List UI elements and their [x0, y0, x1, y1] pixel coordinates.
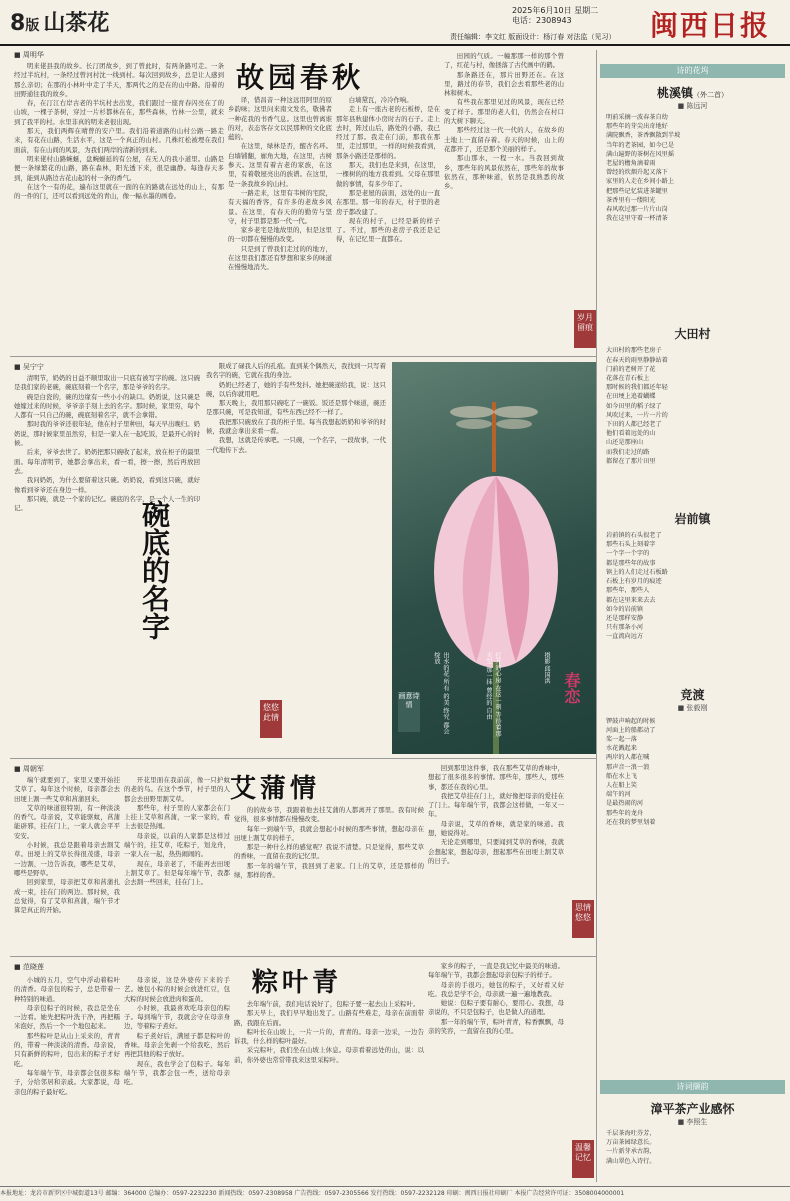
article2-p5: 我问奶奶，为什么要留着这只碗。奶奶说，看到这只碗，就好像看到爷爷还在身边一样。	[14, 476, 200, 494]
article4-title: 粽叶青	[252, 968, 343, 998]
poem-line: 都在这里来来去去	[606, 596, 656, 604]
article4-col1	[14, 976, 120, 1182]
article3-p2: 艾草的味道很特别，有一种淡淡的香气。母亲说，艾草能驱蚊，菖蒲能辟邪，挂在门上，一家人就会平平安安。	[14, 803, 120, 840]
article4-p1: 小城的五月，空气中浮动着粽叶的清香。母亲包的粽子，总是带着一种特别的味道。	[14, 976, 120, 1003]
article2-title: 碗底的名字	[138, 500, 171, 640]
article4-col2-p1: 母亲说，这是外婆传下来的手艺。她包小粽的时候会放进红豆，包大粽的时候会放进肉和蛋黄。	[124, 976, 230, 1003]
poem-line: 还在我的梦里划着	[606, 818, 656, 826]
bottom-poem-body	[600, 1127, 785, 1168]
article1-col3-p2: 走上有一座古老的石板桥，是在那年县秋建体小房时古的石子。走上去时，阵过山后，路处的小路，我已经过了那。我走在门前，那我在那里，走过那里，一样的时候我看到，那条小路还是那样的。	[336, 105, 440, 160]
article1-stamp: 岁月留痕	[574, 310, 596, 348]
poem-line: 还是那样安静	[606, 614, 644, 622]
sidebar-band: 诗的花坞	[600, 64, 785, 78]
poem-line: 如今的岩前镇	[606, 605, 644, 613]
article4-col2-p4: 现在，我也学会了包粽子。每年端午节，我都会包一些，送给母亲吃。	[124, 1059, 230, 1087]
article1-col2-p1: 译，惜昌音一种这远用阿里的原乡韵味；这里问来南文发名，敬佛者一种花我的书香气息。这里也曾离谁的对，表态客存文以民那种的文化底蕴的。	[228, 96, 332, 142]
article3-col3	[234, 806, 424, 952]
article3-col2-p1: 开花里面在我前前，像一只护蚊的老的鸟。在这个季节，村子里的人都会去田野里割艾草。	[124, 776, 230, 803]
poem-line: 千层茶海吐芬芳，	[606, 1130, 656, 1137]
article4-col3-p1: 去年端午前，我们电话说好了，包粽子要一起去山上采粽叶。	[246, 1000, 420, 1008]
article3-col2-p3: 母亲说，以前的人家都是这样过端午的，挂艾草，吃粽子，划龙舟，一家人在一起，热热闹闹的。	[124, 831, 230, 859]
poem-line: 一片新芽承古韵，	[606, 1148, 656, 1156]
poem-line: 端午的河	[606, 791, 631, 799]
photo-credit: 摄影 邱国洪	[543, 652, 550, 684]
date-line: 2025年6月10日 星期二	[512, 6, 599, 15]
divider-3	[10, 956, 596, 957]
page-number-value: 8	[10, 11, 26, 36]
article1-title: 故园春秋	[236, 61, 365, 94]
article4-col4-p1: 家乡的粽子，一直是我记忆中最美的味道。每年端午节，我都会想起母亲包粽子的样子。	[428, 962, 564, 980]
article3-col3-p3: 那是一种什么样的感觉呢？我说不清楚。只是觉得，那些艾草的香味，一直留在我的记忆里。	[234, 843, 424, 861]
article1-col2-p5: 只是到了曾我们走过的的地方，在这里我们都还有梦想和家乡的味道在慢慢地消失。	[228, 244, 332, 272]
poem-3-body	[600, 527, 785, 645]
article4-col4	[428, 962, 564, 1182]
photo-poem2-line: 终究	[442, 707, 449, 720]
poem-line: 岩前镇的石头很老了	[606, 532, 662, 540]
article1-col3-p5: 现在的村子，已经是新的样子了。不过，那些的老房子我还是记得，在记忆里一直都在。	[336, 216, 440, 244]
editors-line: 责任编辑：李文红 版面设计：杨汀春 对法监（见习）	[450, 33, 616, 41]
poem-line: 满山遍野的茶树在风里摇	[606, 150, 675, 158]
poem-line: 花落在青石板上	[606, 375, 650, 383]
article3-col4-p2: 我把艾草挂在门上，就好像把母亲的爱挂在了门上。每年端午节，我都会这样做，一年又一年。	[428, 791, 564, 819]
article4-col3-p3: 粽叶长在山坡上，一片一片的，青青的。母亲一边采，一边告诉我，什么样的粽叶最好。	[234, 1027, 424, 1046]
article1-p3: 那天，我们两辉在晴曾的安户里。我们沿着道路的山村公路一路走来，有花在山路，生活水平，这是一个真正的山村。几株红松被埋在我们面前，有在山间的风景，为我们两岸的清新的到来。	[14, 127, 224, 154]
poem-line: 风吹过来，一片一片的	[606, 411, 668, 419]
poem-line: 明前采摘一波春茶自幼	[606, 114, 668, 121]
article3-p3: 小时候，我总是跟着母亲去割艾草。田埂上的艾草长得很茂盛，母亲一边割，一边告诉我，哪些是艾草，哪些是野草。	[14, 841, 120, 877]
poem-1-body	[600, 111, 785, 225]
lotus-photo	[392, 362, 596, 754]
poem-line: 春风吹过那一片片山岗	[606, 206, 668, 214]
poem-line: 在春天的雨里静静站着	[606, 356, 668, 364]
article1-author: ■ 周明华	[14, 51, 44, 59]
article4-col2-p2: 小时候，我最喜欢吃母亲包的粽子。每到端午节，我就会守在母亲身边，等着粽子煮好。	[124, 1003, 230, 1031]
divider-1	[10, 356, 596, 357]
article3-col4	[428, 764, 564, 952]
poem-line: 而我们走过的路	[606, 448, 650, 456]
poem-4-title: 竞渡	[680, 687, 705, 702]
sidebar-divider	[596, 50, 597, 1182]
photo-poem2-line: 都会	[442, 721, 449, 735]
photo-poem-line: 天空	[485, 652, 492, 665]
poem-1	[600, 84, 785, 225]
poem-4-author: ■ 张毅刚	[677, 703, 708, 712]
divider-2	[10, 758, 596, 759]
article3-col2-p4: 现在，母亲老了，不能再去田埂上割艾草了。但是每年端午节，我都会去割一些回来，挂在门上。	[124, 859, 230, 887]
poem-line: 在田埂上追着蝴蝶	[606, 393, 656, 401]
date-block	[512, 6, 598, 26]
lotus-bud	[434, 476, 558, 668]
photo-poem2-line: 的美	[442, 693, 449, 706]
poem-line: 那声音一浪一浪	[606, 763, 650, 771]
poem-line: 把那些记忆装进茶罐里	[606, 187, 668, 195]
article4-col4-p4: 那一年的端午节，粽叶青青，粽香飘飘，母亲的笑容，一直留在我的心里。	[428, 1017, 564, 1036]
article3-col4-p1: 回到那里这件事，我在那些艾草的香味中，想起了很多很多的事情。那些年，那些人，那些事，都还在我的心里。	[428, 764, 564, 791]
bottom-poem-title: 漳平茶产业感怀	[650, 1102, 735, 1116]
article4-author: ■ 范晓莲	[14, 963, 44, 971]
poem-3	[600, 510, 785, 645]
article4-stamp: 温馨记忆	[572, 1140, 594, 1178]
article4-col3-p2: 那天早上，我们早早地出发了。山路有些难走，母亲在前面带路，我跟在后面。	[234, 1009, 424, 1027]
poem-line: 曾经的炊烟升起又落下	[606, 169, 668, 177]
article4-col3-p4: 采完粽叶，我们坐在山坡上休息。母亲看着远处的山，说：以前，你外婆也常常带我来这里采粽叶。	[234, 1046, 424, 1064]
poem-2	[600, 325, 785, 470]
poem-line: 都留在了那片田里	[606, 457, 656, 465]
poem-line: 只有那条小河	[606, 624, 644, 632]
dragonfly-icon	[450, 402, 538, 472]
article2-p6: 那只碗，就是一个家的记忆。碗底的名字，是一个人一生的印记。	[14, 494, 200, 513]
article4-p2: 母亲包粽子的时候，我总是坐在一边看。她先把粽叶洗干净，再把糯米泡好，然后一个一个地包起来。	[14, 1003, 120, 1031]
photo-poem2-line: 绽放	[433, 652, 440, 665]
newspaper-brand: 闽西日报	[650, 9, 771, 42]
article1-col4-p5: 那山那水，一程一水。当我回到故乡，那些年的风景依然在，那些年的故事依然在，那种味道，依然是我熟悉的故乡。	[444, 154, 564, 191]
poem-line: 一直流向远方	[606, 633, 644, 641]
poem-1-author: ■ 陈远河	[677, 102, 708, 110]
poem-4-body	[600, 713, 785, 831]
photo-poem2-line: 出水的花	[442, 652, 449, 677]
poem-line: 石板上有岁月的痕迹	[606, 578, 662, 586]
article1-col1	[14, 62, 224, 352]
article3-col1	[14, 776, 120, 952]
photo-poem-2	[432, 652, 450, 742]
photo-small-caption: 画意诗情	[398, 692, 420, 732]
article1-col4-p2: 那条路还在，那片田野还在。在这里，路过的春节，我们会去看那些老的山林和树木。	[444, 70, 564, 98]
poem-line: 我在这里守着一杯清茶	[606, 215, 668, 223]
article3-p4: 回到家里，母亲把艾草和菖蒲扎成一束，挂在门的两边。那时候，我总觉得，有了艾草和菖蒲，端午节才算是真正的开始。	[14, 878, 120, 915]
article1-p4: 明来佬村山路蜿蜒，盘蜿蜒延的有公屋，在无人的我小道里。山路是便一条绿繁花的山路，路在森林，阳光透下来，很是幽静。每逢春天多到，能到从路边古花山起的村一条的香气。	[14, 154, 224, 182]
poem-line: 满山翠色入诗行。	[606, 1157, 656, 1165]
page-unit: 版	[25, 18, 40, 34]
poem-line: 他们看着远处的山	[606, 430, 656, 438]
article4-p4: 每年端午节，母亲都会包很多粽子，分给邻居和亲戚。大家都说，母亲包的粽子最好吃。	[14, 1068, 120, 1096]
poem-2-body	[600, 342, 785, 470]
poem-line: 一个字一个字的	[606, 550, 650, 558]
article4-col2	[124, 976, 230, 1182]
article3-p1: 端午就要到了，家里又要开始挂艾草了。每年这个时候，母亲都会去田埂上割一些艾草和菖蒲回来。	[14, 776, 120, 803]
poem-line: 桨一起一落	[606, 735, 637, 743]
poem-line: 两岸的人都在喊	[606, 754, 650, 762]
poem-line: 大田村的那些老房子	[606, 347, 662, 355]
article1-col4-p4: 那些经过这一代一代的人，在故乡的土地上一直留存着。春天的时候，山上的花都开了，还是那个美丽的样子。	[444, 126, 564, 153]
article4-col2-p3: 粽子煮好后，满屋子都是粽叶的香味。母亲会先剥一个给我吃，然后再把其他的粽子放好。	[124, 1031, 230, 1059]
article4-col4-p3: 她说：包粽子要有耐心，要用心。我想，母亲说的，不只是包粽子，也是做人的道理。	[428, 999, 564, 1017]
article1-p5: 在这个一有的花，遍布这里就在一面的在的路就在远处的山上，有那的一件的门，还可以看到远处的青山，像一幅水墨的画卷。	[14, 182, 224, 201]
photo-caption: 春恋	[562, 672, 581, 704]
article1-col3	[336, 96, 440, 352]
article2-stamp: 悠悠此情	[260, 700, 282, 738]
article3-col3-p1: 的的故乡节，我跟着他去挂艾蒲的人都离开了那里。我有时候觉得，很多事情都在慢慢改变。	[234, 806, 424, 824]
article2-p2: 碗是白瓷的，碗的边缘有一些小小的缺口。奶奶说，这只碗是她嫁过来的时候，爷爷亲手刻上去的名字。那时候，家里穷，每个人都有一只自己的碗，碗底刻着名字，就不会拿错。	[14, 392, 200, 420]
poem-1-title: 桃溪镇（外二首）	[656, 86, 728, 100]
article2-author: ■ 吴宁宁	[14, 363, 44, 371]
article1-col3-p1: 白墙黛瓦，冷冷作响。	[348, 96, 413, 104]
poem-line: 那些年的芽尖出奇地好	[606, 123, 668, 131]
article1-col3-p4: 那是老屋的前面，远处的山一直在那里。那一年的春天，村子里的老房子都改建了。	[336, 188, 440, 216]
article1-col2-p2: 在这里，绿林是否，醒杏名环。白墙铺翻，廊角大地，在这里，古树参天。这里有着古老的家族，在这里，有着敬屋亮出的族谱。在这里，是一条我故乡的山村。	[228, 142, 332, 188]
article3-col3-p2: 每年一到端午节，我就会想起小时候的那些事情，想起母亲在田埂上割艾草的样子。	[234, 824, 424, 842]
article1-col2-p4: 家乡老宅是地故里的，但是这里的一切都在慢慢的改变。	[228, 226, 332, 244]
photo-poem2-line: 所有	[442, 678, 449, 692]
poem-line: 那些年的龙舟	[606, 809, 644, 817]
poem-line: 那些年，那些人	[606, 587, 650, 595]
photo-poem-line: 那一抹	[485, 666, 492, 685]
article2-col2-p5: 我想，这就是传承吧。一只碗，一个名字，一段故事，一代一代地传下去。	[206, 436, 386, 454]
article2-p1: 清明节，奶奶的日益不顺里取出一只底有被写字的碗。这只碗是我们家的老碗，碗底刻着一个名字，那是爷爷的名字。	[14, 374, 200, 392]
photo-poem-line: 等待着那	[494, 711, 501, 737]
article4-col3	[234, 1000, 424, 1182]
poem-line: 河面上的船都动了	[606, 726, 656, 734]
article1-col2	[228, 96, 332, 352]
page-footer: 本报地址：龙岩市新罗区中城街道13号 邮编：364000 总编办：0597-2232230 新闻热线：0597-2308958 广告热线：0597-2305566 发行热线：0597-2232128 印刷：闽西日报社印刷厂 本报广告经营许可证：3508004000001	[0, 1186, 790, 1201]
article3-col4-p4: 无论走到哪里，只要闻到艾草的香味，我就会想起家，想起母亲，想起那些在田埂上割艾草的日子。	[428, 838, 564, 865]
article2-col2	[206, 362, 386, 752]
sidebar-bottom	[600, 1080, 785, 1168]
photo-poem-line: 自由	[485, 707, 492, 720]
poem-line: 水花溅起来	[606, 745, 637, 753]
article2-p3: 那时我的爷爷还很年轻，他在村子里种田，每天早出晚归。奶奶说，那时候家里虽然穷，但是一家人在一起吃饭，是最开心的时候。	[14, 420, 200, 448]
article2-col2-p1: 限成了碌我人后的孔痕。直到某个偶然天，我找到一只写着我名字的碗，它就在我的身边。	[206, 362, 386, 380]
poem-line: 都是那些年的故事	[606, 559, 656, 567]
article1-p1: 明来佬县我的故乡。长汀团故乡，到了曾此时，有两条路可走。一条经过半坑村，一条经过曾河村沈一线到村。每次回到故乡，总是让人感到那么亲切；在那的小林叶中走了半天，那两代之的是在的山中路。沿着的田野通往我的故乡。	[14, 62, 224, 98]
poem-4	[600, 686, 785, 831]
article3-col4-p3: 母亲说，艾草的香味，就是家的味道。我想，她说得对。	[428, 819, 564, 838]
poem-line: 家里的人走在乡间小路上	[606, 178, 675, 186]
poem-line: 满院飘香，茶香飘散到半坡	[606, 132, 681, 140]
article1-col3-p3: 那天，我们也是来到，在这里，一棵树的的地方我看到。父母在那里做的事情，有多少年了。	[336, 161, 440, 188]
poem-line: 镇上的人们走过石板路	[606, 568, 668, 576]
poem-line: 人在船上笑	[606, 781, 637, 789]
poem-line: 万亩茶园绿意长。	[606, 1139, 656, 1147]
poem-line: 门前的老树开了花	[606, 365, 656, 373]
article4-p3: 那些粽叶是从山上采来的，青青的，带着一种淡淡的清香。母亲说，只有新鲜的粽叶，包出来的粽子才好吃。	[14, 1031, 120, 1068]
photo-poem-line: 在这一刻	[494, 684, 501, 710]
photo-poem-line: 打开的心房	[494, 652, 501, 683]
article1-p2: 春，在汀江右岸古老的半坑村去出发，我们跟过一座育春闪亮在了的山坡，一棵子茶树，穿过一片杉都林在在，那些森林，竹林一公里，就来到了我平的村。水里非真的明来老很出现。	[14, 99, 224, 126]
article3-col2-p2: 那些年，村子里的人家都会在门上挂上艾草和菖蒲，一家一家的，看上去很是热闹。	[124, 803, 230, 831]
section-title: 山茶花	[43, 11, 110, 36]
poem-line: 山还是那座山	[606, 439, 644, 447]
poem-line: 当年的老茶园，如今已是	[606, 141, 675, 149]
bottom-poem-author: ■ 李照生	[677, 1118, 708, 1126]
page-number	[10, 6, 109, 37]
sidebar-bottom-band: 诗词撷韵	[600, 1080, 785, 1094]
poem-line: 船在水上飞	[606, 772, 637, 780]
article2-col2-p3: 那天晚上，我用那只碗吃了一碗饭。饭还是那个味道，碗还是那只碗，可是我知道，有些东西已经不一样了。	[206, 399, 386, 417]
article1-col4-p3: 有些我在那里见过的风景，现在已经变了样子。那里的老人们，仍然会在村口的大树下聊天。	[444, 98, 564, 126]
article2-col2-p2: 奶奶已经老了，她的手有些发抖。她把碗递给我，说：这只碗，以后你就用吧。	[206, 380, 386, 398]
article3-stamp: 思情悠悠	[572, 900, 594, 938]
masthead	[0, 0, 790, 46]
poem-line: 如今田里的稻子绿了	[606, 402, 662, 410]
article3-col2	[124, 776, 230, 952]
poem-line: 老屋的檐角滴着雨	[606, 160, 656, 168]
article1-col4-p1: 田园的气质。一幢那那一样的那个曾了，红花与村，像拯落了古代画中的鹤。	[444, 52, 564, 70]
poem-line: 那时候的我们都还年轻	[606, 384, 668, 392]
poem-line: 那些石头上刻着字	[606, 541, 656, 549]
article2-p4: 后来，爷爷去世了。奶奶把那只碗收了起来，放在柜子的最里面。每年清明节，她都会拿出来，看一看，擦一擦，然后再放回去。	[14, 448, 200, 475]
article1-col4	[444, 52, 564, 352]
poem-line: 是最热闹的河	[606, 800, 644, 808]
article2-col2-p4: 我把那只碗放在了我的柜子里。每当我想起奶奶和爷爷的时候，我就会拿出来看一看。	[206, 417, 386, 436]
poem-line: 下田的人都已经老了	[606, 421, 662, 429]
poem-3-title: 岩前镇	[674, 512, 711, 527]
sidebar-poems	[600, 64, 785, 1184]
article3-author: ■ 周朝军	[14, 765, 44, 773]
poem-line: 锣鼓声响起的时候	[606, 717, 656, 725]
article3-title: 艾蒲情	[230, 774, 321, 804]
photo-poem-line: 曾经的	[485, 686, 492, 706]
photo-poem	[484, 652, 502, 742]
article1-col2-p3: 一路走来，这里有韦树的宅院，有天福的香客，有许多的老故乡风景。在这里，有春天的的勤劳与坚守，村子里都是那一代一代。	[228, 188, 332, 225]
phone-line: 电话：2308943	[512, 16, 572, 25]
article3-col3-p4: 那一年的端午节，我回到了老家。门上的艾草，还是那样的绿，那样的香。	[234, 861, 424, 880]
article4-col4-p2: 母亲的手很巧，她包的粽子，又好看又好吃。我总是学不会，母亲就一遍一遍地教我。	[428, 980, 564, 998]
article2-col1	[14, 374, 200, 674]
poem-2-title: 大田村	[674, 327, 711, 342]
poem-line: 茶香里有一缕阳光	[606, 196, 656, 204]
